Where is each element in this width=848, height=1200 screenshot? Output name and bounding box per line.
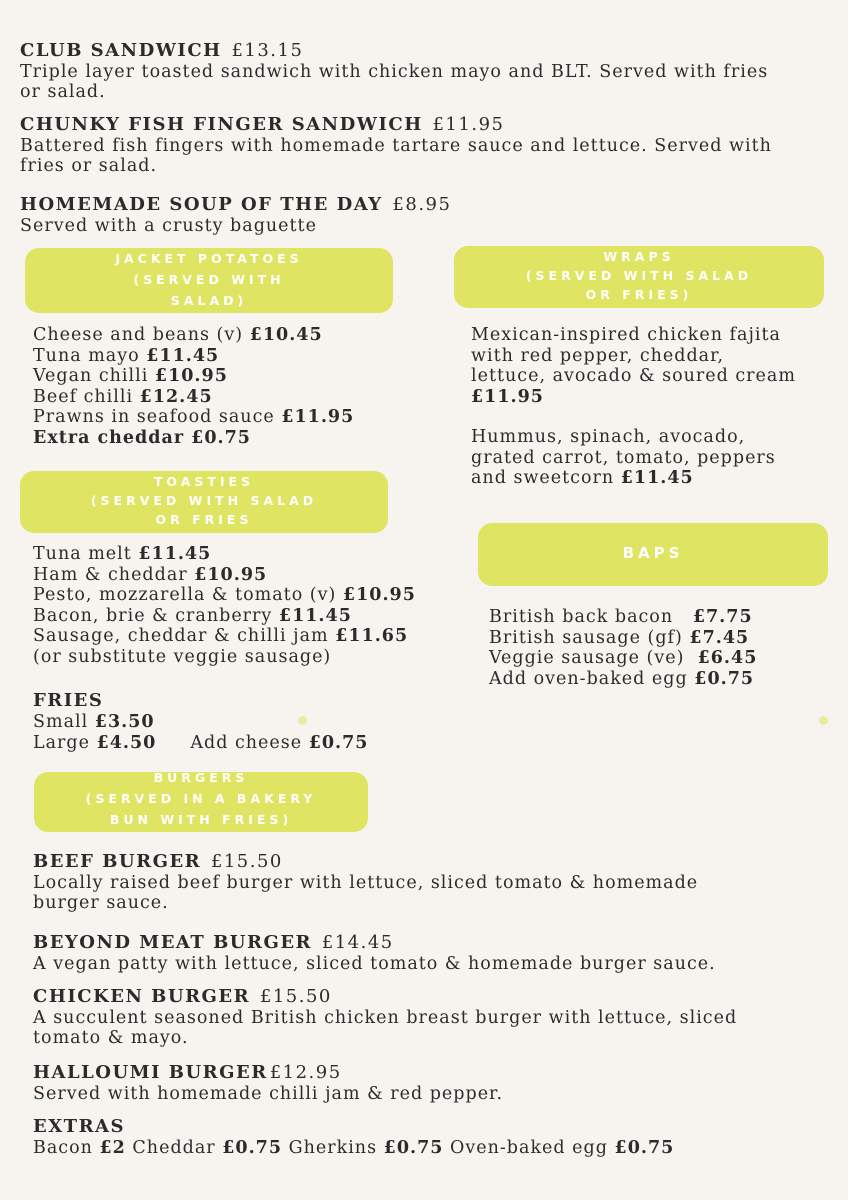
- fries-title: FRIES: [33, 690, 104, 711]
- item-description: A succulent seasoned British chicken breast burger with lettuce, sliced tomato & mayo.: [33, 1008, 738, 1048]
- item-description: A vegan patty with lettuce, sliced tomato & homemade burger sauce.: [33, 954, 716, 974]
- wraps-list: [471, 325, 796, 489]
- list-item: Add oven-baked egg £0.75: [489, 668, 755, 689]
- beyond-meat-burger-item: [33, 932, 716, 974]
- chicken-burger-item: [33, 986, 737, 1048]
- list-item: Small £3.50: [33, 712, 155, 732]
- item-title: HALLOUMI BURGER £12.95: [33, 1062, 342, 1083]
- list-item: Tuna melt £11.45: [33, 544, 212, 564]
- list-item: British back bacon £7.75: [489, 607, 753, 627]
- jacket-potatoes-heading: JACKET POTATOES (SERVED WITH SALAD): [25, 248, 393, 313]
- item-description: Battered fish fingers with homemade tartare sauce and lettuce. Served with fries or salad.: [20, 136, 772, 176]
- burgers-heading: BURGERS (SERVED IN A BAKERY BUN WITH FRIES): [34, 772, 368, 832]
- list-item: Beef chilli £12.45: [33, 386, 213, 407]
- decorative-dot: [819, 716, 828, 725]
- list-note: (or substitute veggie sausage): [33, 646, 332, 667]
- extras-title: EXTRAS: [33, 1116, 126, 1137]
- item-description: Locally raised beef burger with lettuce, sliced tomato & homemade burger sauce.: [33, 873, 699, 913]
- list-item: Bacon, brie & cranberry £11.45: [33, 605, 352, 626]
- item-title: CLUB SANDWICH £13.15: [20, 40, 304, 61]
- item-title: CHICKEN BURGER £15.50: [33, 986, 332, 1007]
- toasties-list: [33, 544, 416, 667]
- baps-heading: BAPS: [478, 523, 828, 586]
- list-item: Tuna mayo £11.45: [33, 345, 220, 366]
- list-item: Sausage, cheddar & chilli jam £11.65: [33, 626, 409, 646]
- fish-finger-sandwich-item: [20, 114, 772, 176]
- list-item: Prawns in seafood sauce £11.95: [33, 407, 355, 427]
- list-item: Mexican-inspired chicken fajita with red pepper, cheddar, lettuce, avocado & soured cream £11.95: [471, 325, 796, 407]
- item-title: CHUNKY FISH FINGER SANDWICH £11.95: [20, 114, 505, 135]
- club-sandwich-item: [20, 40, 768, 102]
- fries-section: [33, 690, 369, 753]
- extras-list: Bacon £2 Cheddar £0.75 Gherkins £0.75 Oven-baked egg £0.75: [33, 1138, 675, 1158]
- list-item: Ham & cheddar £10.95: [33, 564, 268, 585]
- soup-item: [20, 194, 451, 236]
- wraps-heading: WRAPS (SERVED WITH SALAD OR FRIES): [454, 246, 824, 308]
- list-item: British sausage (gf) £7.45: [489, 627, 750, 648]
- list-item: Vegan chilli £10.95: [33, 366, 228, 386]
- toasties-heading: TOASTIES (SERVED WITH SALAD OR FRIES: [20, 471, 388, 533]
- item-description: Served with a crusty baguette: [20, 216, 317, 236]
- jacket-potatoes-list: [33, 325, 354, 448]
- baps-list: [489, 607, 757, 689]
- item-description: Served with homemade chilli jam & red pepper.: [33, 1084, 504, 1104]
- beef-burger-item: [33, 851, 698, 913]
- list-item: Cheese and beans (v) £10.45: [33, 325, 323, 345]
- item-title: BEYOND MEAT BURGER £14.45: [33, 932, 394, 953]
- list-item: Large £4.50 Add cheese £0.75: [33, 732, 369, 753]
- item-title: BEEF BURGER £15.50: [33, 851, 283, 872]
- list-item: Pesto, mozzarella & tomato (v) £10.95: [33, 585, 416, 605]
- list-item: Hummus, spinach, avocado, grated carrot, tomato, peppers and sweetcorn £11.45: [471, 427, 776, 488]
- item-description: Triple layer toasted sandwich with chicken mayo and BLT. Served with fries or salad.: [20, 62, 769, 102]
- list-item: Veggie sausage (ve) £6.45: [489, 648, 758, 668]
- item-title: HOMEMADE SOUP OF THE DAY £8.95: [20, 194, 452, 215]
- halloumi-burger-item: [33, 1062, 503, 1104]
- list-item: Extra cheddar £0.75: [33, 427, 251, 448]
- extras-section: [33, 1116, 674, 1159]
